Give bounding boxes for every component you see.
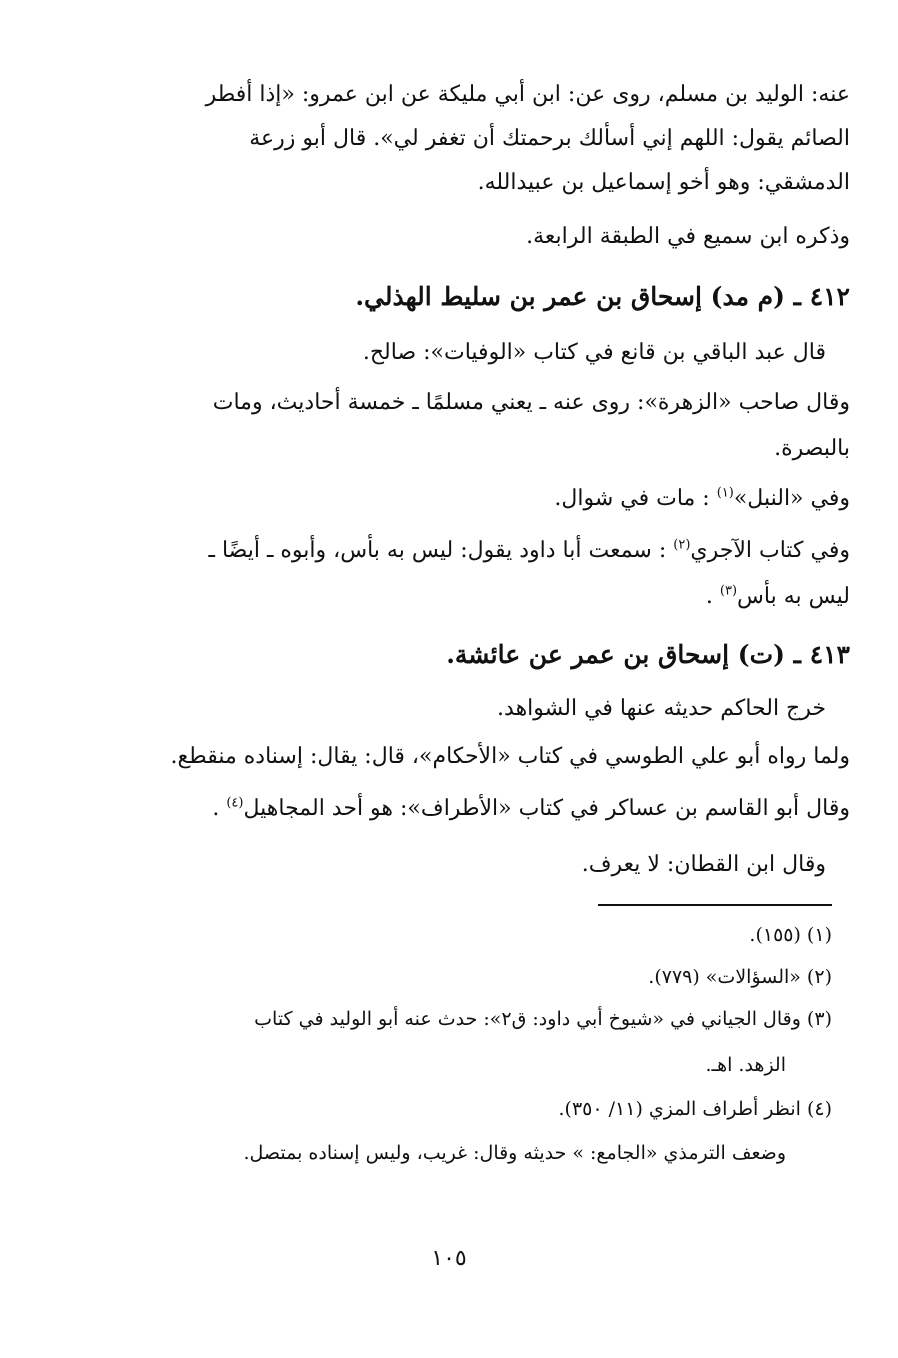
footnote-3: (٣) وقال الجياني في «شيوخ أبي داود: ق٢»: حدث عنه أبو الوليد في كتاب — [254, 1008, 832, 1030]
footnote-2: (٢) «السؤالات» (٧٧٩). — [648, 966, 832, 988]
page-number: ١٠٥ — [431, 1246, 467, 1271]
body-line: عنه: الوليد بن مسلم، روى عن: ابن أبي مليكة عن ابن عمرو: «إذا أفطر — [205, 82, 850, 107]
footnote-1: (١) (١٥٥). — [749, 924, 832, 946]
entry-heading-412: ٤١٢ ـ (م مد) إسحاق بن عمر بن سليط الهذلي. — [355, 282, 850, 311]
body-line: وذكره ابن سميع في الطبقة الرابعة. — [526, 224, 850, 249]
text-run: . — [705, 584, 720, 609]
body-line: الصائم يقول: اللهم إني أسألك برحمتك أن تغفر لي». قال أبو زرعة — [249, 126, 850, 151]
body-line: وقال صاحب «الزهرة»: روى عنه ـ يعني مسلمًا ـ خمسة أحاديث، ومات — [212, 390, 850, 415]
footnote-ref-3[interactable]: (٣) — [719, 583, 738, 599]
footnote-separator — [598, 904, 832, 906]
body-line — [554, 486, 850, 511]
text-run: : مات في شوال. — [554, 486, 717, 511]
footnote-4-continuation: وضعف الترمذي «الجامع: » حديثه وقال: غريب، وليس إسناده بمتصل. — [243, 1142, 786, 1164]
footnote-ref-2[interactable]: (٢) — [673, 537, 691, 553]
footnote-ref-1[interactable]: (١) — [716, 485, 734, 501]
footnote-3-continuation: الزهد. اهـ. — [705, 1054, 786, 1076]
text-run: وفي «النبل» — [733, 486, 850, 511]
text-run: : سمعت أبا داود يقول: ليس به بأس، وأبوه ـ أيضًا ـ — [208, 538, 674, 563]
body-line — [212, 796, 850, 821]
body-line: قال عبد الباقي بن قانع في كتاب «الوفيات»: صالح. — [362, 340, 826, 365]
body-line: بالبصرة. — [774, 436, 850, 461]
footnote-4: (٤) انظر أطراف المزي (١١/ ٣٥٠). — [558, 1098, 832, 1120]
body-line: وقال ابن القطان: لا يعرف. — [581, 852, 826, 877]
text-run: وقال أبو القاسم بن عساكر في كتاب «الأطراف»: هو أحد المجاهيل — [243, 796, 850, 821]
body-line: خرج الحاكم حديثه عنها في الشواهد. — [497, 696, 826, 721]
body-line — [706, 584, 850, 609]
body-line — [209, 538, 850, 563]
body-line: الدمشقي: وهو أخو إسماعيل بن عبيدالله. — [477, 170, 850, 195]
footnote-ref-4[interactable]: (٤) — [226, 795, 244, 811]
text-run: ليس به بأس — [737, 584, 850, 609]
body-line: ولما رواه أبو علي الطوسي في كتاب «الأحكام»، قال: يقال: إسناده منقطع. — [170, 744, 850, 769]
text-run: . — [212, 796, 227, 821]
entry-heading-413: ٤١٣ ـ (ت) إسحاق بن عمر عن عائشة. — [446, 640, 850, 669]
text-run: وفي كتاب الآجري — [690, 538, 850, 563]
